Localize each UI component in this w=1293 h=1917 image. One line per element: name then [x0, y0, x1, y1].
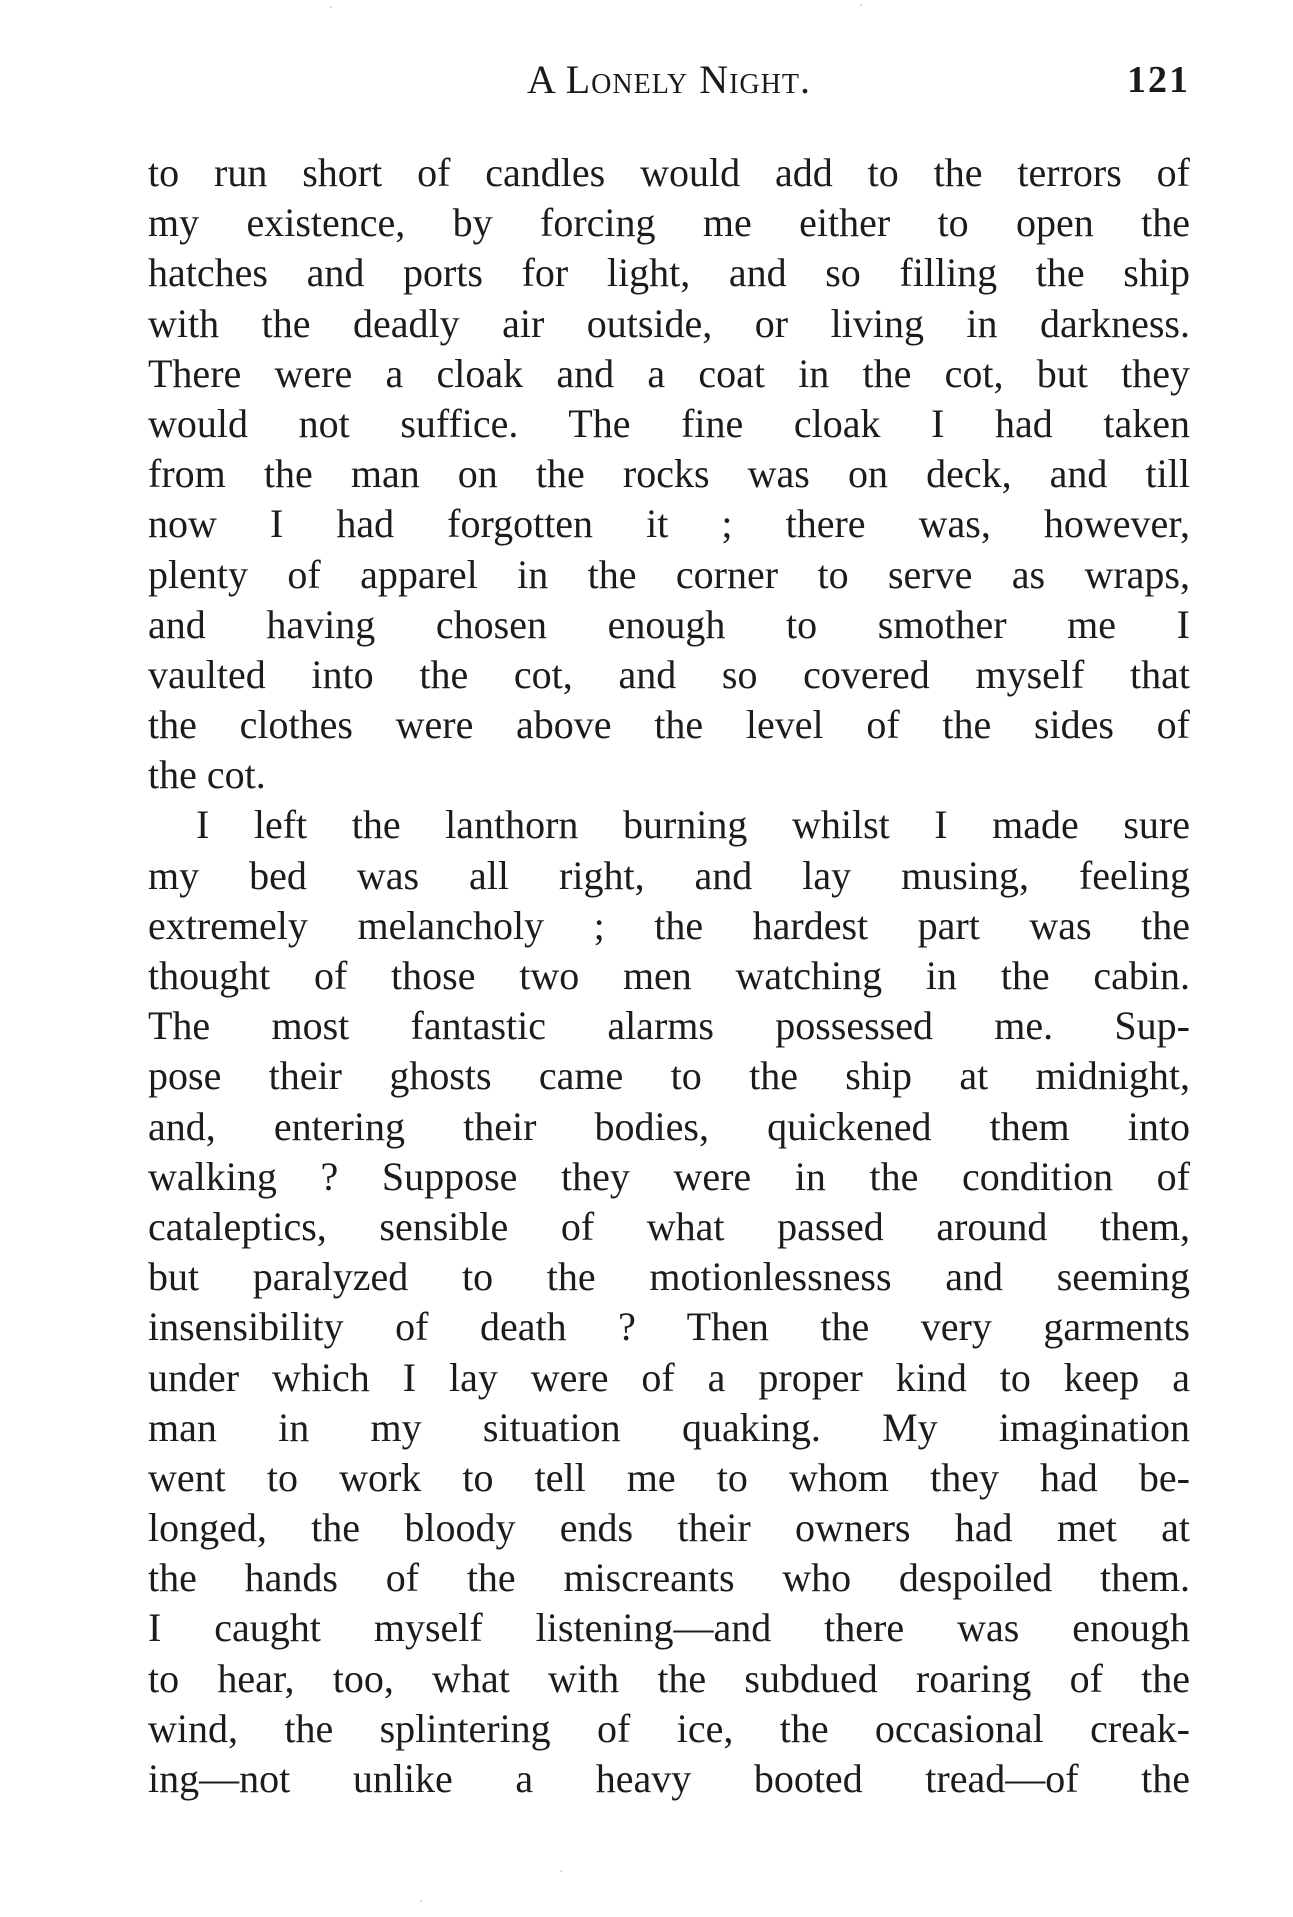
text-line: and, entering their bodies, quickened them into	[148, 1103, 1190, 1149]
text-line: wind, the splintering of ice, the occasional creak-	[148, 1705, 1190, 1751]
text-line: man in my situation quaking. My imagination	[148, 1404, 1190, 1450]
body-text	[148, 148, 1190, 1804]
running-header	[148, 56, 1190, 116]
text-line: to hear, too, what with the subdued roaring of the	[148, 1655, 1190, 1701]
text-line: insensibility of death ? Then the very garments	[148, 1304, 1190, 1350]
text-line: now I had forgotten it ; there was, however,	[148, 501, 1190, 547]
text-line: would not suffice. The fine cloak I had taken	[148, 400, 1190, 446]
text-line: vaulted into the cot, and so covered myself that	[148, 651, 1190, 697]
scan-speck	[330, 6, 332, 8]
text-line: my bed was all right, and lay musing, feeling	[148, 852, 1190, 898]
text-line: I caught myself listening—and there was enough	[148, 1605, 1190, 1651]
text-line: my existence, by forcing me either to open the	[148, 200, 1190, 246]
text-line: ing—not unlike a heavy booted tread—of the	[148, 1756, 1190, 1801]
text-line: pose their ghosts came to the ship at midnight,	[148, 1053, 1190, 1099]
text-line: I left the lanthorn burning whilst I made sure	[196, 802, 1190, 848]
text-line: cataleptics, sensible of what passed around them,	[148, 1203, 1190, 1249]
paragraph-1	[148, 148, 1190, 800]
text-line: hatches and ports for light, and so filling the ship	[148, 250, 1190, 296]
text-line: from the man on the rocks was on deck, and till	[148, 451, 1190, 497]
text-line: went to work to tell me to whom they had be-	[148, 1454, 1190, 1500]
text-line: but paralyzed to the motionlessness and seeming	[148, 1254, 1190, 1300]
scan-speck	[860, 4, 862, 6]
text-line: under which I lay were of a proper kind to keep a	[148, 1354, 1190, 1400]
text-line: the hands of the miscreants who despoiled them.	[148, 1555, 1190, 1601]
text-line: extremely melancholy ; the hardest part was the	[148, 902, 1190, 948]
text-line: There were a cloak and a coat in the cot, but they	[148, 350, 1190, 396]
running-title: A Lonely Night.	[527, 57, 811, 102]
text-line: the cot.	[148, 752, 266, 798]
scan-speck	[420, 1900, 422, 1902]
text-line: walking ? Suppose they were in the condition of	[148, 1153, 1190, 1199]
text-line: plenty of apparel in the corner to serve as wraps,	[148, 551, 1190, 597]
text-line: to run short of candles would add to the terrors of	[148, 150, 1190, 195]
text-line: The most fantastic alarms possessed me. Sup-	[148, 1003, 1190, 1049]
paragraph-2	[148, 800, 1190, 1804]
text-line: longed, the bloody ends their owners had met at	[148, 1505, 1190, 1551]
text-line: thought of those two men watching in the cabin.	[148, 953, 1190, 998]
text-line: and having chosen enough to smother me I	[148, 601, 1190, 647]
scan-speck	[560, 1870, 562, 1872]
text-line: with the deadly air outside, or living in darkness.	[148, 300, 1190, 346]
page-number: 121	[1127, 59, 1190, 101]
text-line: the clothes were above the level of the sides of	[148, 702, 1190, 748]
